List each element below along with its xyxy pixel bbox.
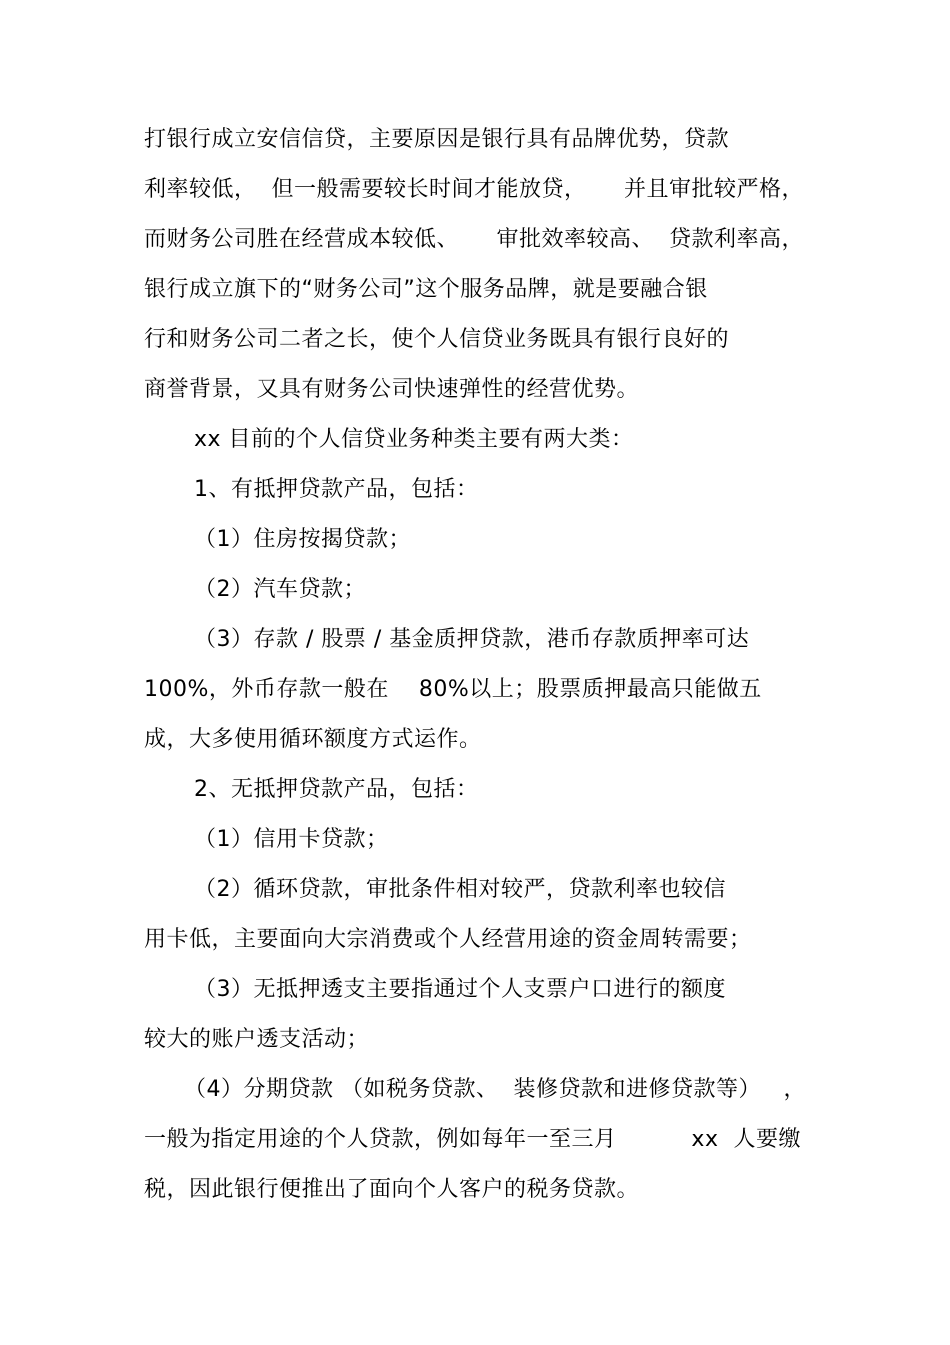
- text-line-11: （3）存款 / 股票 / 基金质押贷款，港币存款质押率可达: [194, 627, 750, 652]
- text-line-8: 1、有抵押贷款产品，包括：: [194, 477, 479, 502]
- text-line-19: 较大的账户透支活动；: [144, 1027, 370, 1052]
- text-line-16: （2）循环贷款，审批条件相对较严，贷款利率也较信: [194, 877, 726, 902]
- text-line-13: 成，大多使用循环额度方式运作。: [144, 727, 482, 752]
- text-line-18: （3）无抵押透支主要指通过个人支票户口进行的额度: [194, 977, 726, 1002]
- text-line-10: （2）汽车贷款；: [194, 577, 366, 602]
- text-line-21: 一般为指定用途的个人贷款，例如每年一至三月 xx 人要缴: [144, 1127, 801, 1152]
- text-line-5: 行和财务公司二者之长，使个人信贷业务既具有银行良好的: [144, 327, 730, 352]
- text-line-7: xx 目前的个人信贷业务种类主要有两大类：: [194, 427, 634, 452]
- text-line-6: 商誉背景，又具有财务公司快速弹性的经营优势。: [144, 377, 640, 402]
- text-line-1: 打银行成立安信信贷，主要原因是银行具有品牌优势，贷款: [144, 127, 730, 152]
- text-line-14: 2、无抵押贷款产品，包括：: [194, 777, 479, 802]
- text-line-17: 用卡低，主要面向大宗消费或个人经营用途的资金周转需要；: [144, 927, 752, 952]
- text-line-3: 而财务公司胜在经营成本较低、 审批效率较高、 贷款利率高，: [144, 227, 804, 252]
- text-line-15: （1）信用卡贷款；: [194, 827, 389, 852]
- text-line-12: 100%，外币存款一般在 80%以上；股票质押最高只能做五: [144, 677, 762, 702]
- text-line-4: 银行成立旗下的“财务公司”这个服务品牌，就是要融合银: [144, 277, 708, 302]
- text-line-20: （4）分期贷款 （如税务贷款、 装修贷款和进修贷款等） ，: [184, 1077, 806, 1102]
- text-line-9: （1）住房按揭贷款；: [194, 527, 411, 552]
- text-line-22: 税，因此银行便推出了面向个人客户的税务贷款。: [144, 1177, 640, 1202]
- text-line-2: 利率较低， 但一般需要较长时间才能放贷， 并且审批较严格，: [144, 177, 804, 202]
